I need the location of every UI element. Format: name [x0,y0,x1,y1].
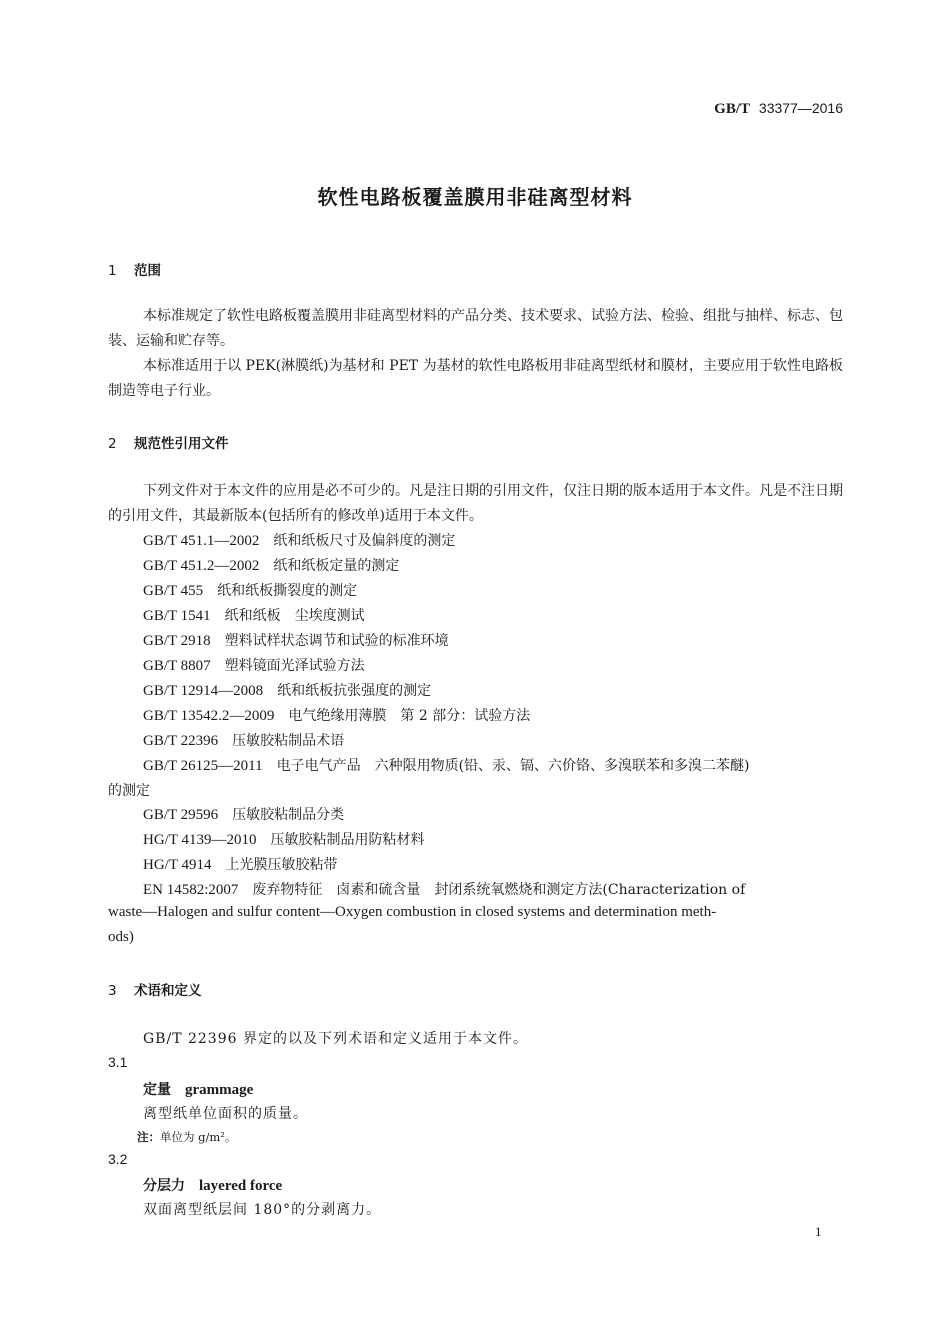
reference-title: 纸和纸板 尘埃度测试 [224,608,365,624]
reference-code: GB/T 451.2—2002 [143,558,260,574]
reference-title: 废弃物特征 卤素和硫含量 封闭系统氧燃烧和测定方法(Characterization of [252,882,746,898]
reference-item [143,755,750,775]
reference-title: 电子电气产品 六种限用物质(铅、汞、镉、六价铬、多溴联苯和多溴二苯醚) [276,758,750,774]
note-label: 注： [137,1130,160,1144]
scope-paragraph-2: 本标准适用于以 PEK(淋膜纸)为基材和 PET 为基材的软性电路板用非硅离型纸材和膜材，主要应用于软性电路板制造等电子行业。 [108,358,843,399]
reference-code: GB/T 12914—2008 [143,683,264,699]
reference-code: GB/T 455 [143,583,204,599]
reference-item [143,580,357,600]
document-title: 软性电路板覆盖膜用非硅离型材料 [317,185,633,209]
standard-prefix: GB/T [714,101,751,117]
reference-title: 上光膜压敏胶粘带 [225,857,338,873]
reference-title: 纸和纸板尺寸及偏斜度的测定 [273,533,456,549]
section-number: 1 [108,263,117,279]
term-en: grammage [185,1082,254,1098]
section-title: 规范性引用文件 [134,436,229,452]
reference-title: 压敏胶粘制品术语 [232,733,345,749]
reference-title: 塑料镜面光泽试验方法 [224,658,365,674]
term-cn: 分层力 [143,1178,185,1194]
reference-item [143,730,344,750]
term-heading [143,1079,253,1099]
term-number: 3.1 [108,1054,128,1070]
section-heading-2 [108,432,229,452]
reference-en-line2: waste—Halogen and sulfur content—Oxygen combustion in closed systems and determination meth- [108,904,717,920]
section-heading-3 [108,979,202,999]
standard-number: 33377—2016 [758,100,843,116]
section-title: 术语和定义 [134,983,202,999]
reference-code: GB/T 26125—2011 [143,758,263,774]
reference-item [143,680,431,700]
reference-item [143,555,399,575]
terms-intro: GB/T 22396 界定的以及下列术语和定义适用于本文件。 [143,1031,528,1047]
reference-title: 纸和纸板撕裂度的测定 [217,583,358,599]
section-title: 范围 [134,263,161,279]
scope-paragraph-1: 本标准规定了软性电路板覆盖膜用非硅离型材料的产品分类、技术要求、试验方法、检验、组批与抽样、标志、包装、运输和贮存等。 [108,308,843,349]
reference-code: HG/T 4914 [143,857,212,873]
reference-item [143,804,344,824]
reference-title: 压敏胶粘制品用防粘材料 [270,832,425,848]
reference-title: 塑料试样状态调节和试验的标准环境 [224,633,449,649]
section-heading-1 [108,259,161,279]
reference-item [143,630,449,650]
term-note [137,1129,236,1145]
reference-item [143,530,455,550]
reference-item [143,655,365,675]
reference-code: GB/T 13542.2—2009 [143,708,275,724]
reference-code: EN 14582:2007 [143,882,239,898]
reference-item [143,854,337,874]
term-definition: 双面离型纸层间 180°的分剥离力。 [143,1202,382,1218]
note-text: 单位为 g/m²。 [160,1130,237,1144]
section-number: 2 [108,436,117,452]
reference-code: GB/T 451.1—2002 [143,533,260,549]
reference-item [143,829,424,849]
standard-code [714,100,843,118]
reference-item [143,605,365,625]
reference-item-en [143,879,745,899]
reference-code: GB/T 22396 [143,733,219,749]
reference-title: 压敏胶粘制品分类 [232,807,345,823]
reference-continuation: 的测定 [108,783,150,799]
reference-title: 电气绝缘用薄膜 第 2 部分：试验方法 [288,708,531,724]
reference-code: GB/T 8807 [143,658,211,674]
references-intro: 下列文件对于本文件的应用是必不可少的。凡是注日期的引用文件，仅注日期的版本适用于本文件。凡是不注日期的引用文件，其最新版本(包括所有的修改单)适用于本文件。 [108,483,843,524]
reference-title: 纸和纸板抗张强度的测定 [277,683,432,699]
page-number: 1 [815,1224,822,1239]
term-number: 3.2 [108,1151,128,1167]
term-en: layered force [199,1178,283,1194]
section-number: 3 [108,983,117,999]
reference-title: 纸和纸板定量的测定 [273,558,400,574]
term-definition: 离型纸单位面积的质量。 [143,1106,308,1122]
term-heading [143,1175,282,1195]
reference-code: GB/T 29596 [143,807,219,823]
term-cn: 定量 [143,1082,171,1098]
reference-en-line3: ods) [108,929,134,945]
reference-code: GB/T 1541 [143,608,211,624]
reference-code: GB/T 2918 [143,633,211,649]
reference-item [143,705,530,725]
reference-code: HG/T 4139—2010 [143,832,257,848]
